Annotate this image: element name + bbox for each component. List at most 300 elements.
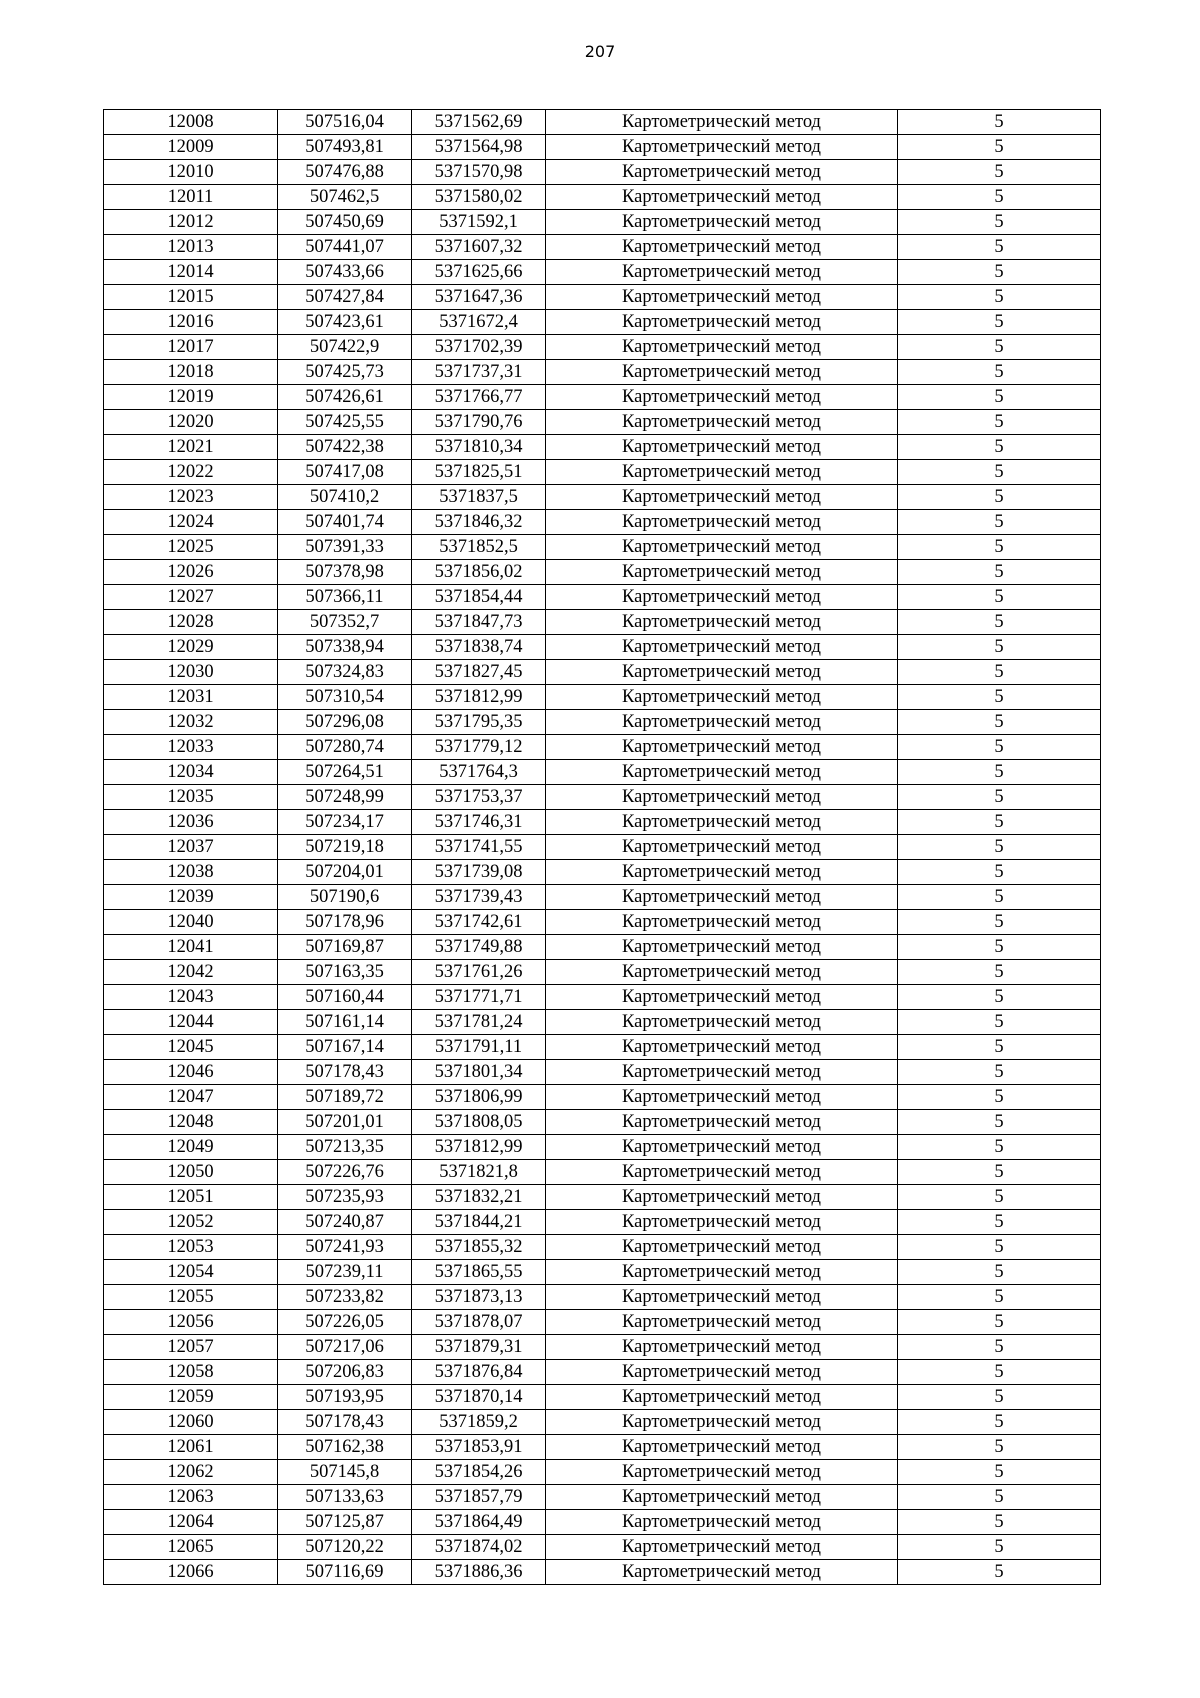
accuracy-cell: 5 <box>898 135 1101 160</box>
point-number-cell: 12059 <box>104 1385 278 1410</box>
point-number-cell: 12012 <box>104 210 278 235</box>
point-number-cell: 12027 <box>104 585 278 610</box>
y-coordinate-cell: 5371790,76 <box>412 410 546 435</box>
accuracy-cell: 5 <box>898 810 1101 835</box>
table-row <box>104 585 1101 610</box>
y-coordinate-cell: 5371737,31 <box>412 360 546 385</box>
table-row <box>104 210 1101 235</box>
accuracy-cell: 5 <box>898 235 1101 260</box>
y-coordinate-cell: 5371749,88 <box>412 935 546 960</box>
method-cell: Картометрический метод <box>546 1035 898 1060</box>
accuracy-cell: 5 <box>898 110 1101 135</box>
table-row <box>104 735 1101 760</box>
x-coordinate-cell: 507476,88 <box>278 160 412 185</box>
x-coordinate-cell: 507235,93 <box>278 1185 412 1210</box>
y-coordinate-cell: 5371846,32 <box>412 510 546 535</box>
y-coordinate-cell: 5371702,39 <box>412 335 546 360</box>
y-coordinate-cell: 5371825,51 <box>412 460 546 485</box>
table-row <box>104 1310 1101 1335</box>
x-coordinate-cell: 507422,38 <box>278 435 412 460</box>
method-cell: Картометрический метод <box>546 810 898 835</box>
y-coordinate-cell: 5371779,12 <box>412 735 546 760</box>
point-number-cell: 12036 <box>104 810 278 835</box>
accuracy-cell: 5 <box>898 660 1101 685</box>
method-cell: Картометрический метод <box>546 260 898 285</box>
x-coordinate-cell: 507206,83 <box>278 1360 412 1385</box>
accuracy-cell: 5 <box>898 1260 1101 1285</box>
accuracy-cell: 5 <box>898 585 1101 610</box>
x-coordinate-cell: 507352,7 <box>278 610 412 635</box>
accuracy-cell: 5 <box>898 1335 1101 1360</box>
method-cell: Картометрический метод <box>546 1435 898 1460</box>
table-row <box>104 435 1101 460</box>
y-coordinate-cell: 5371821,8 <box>412 1160 546 1185</box>
x-coordinate-cell: 507178,43 <box>278 1410 412 1435</box>
point-number-cell: 12008 <box>104 110 278 135</box>
point-number-cell: 12044 <box>104 1010 278 1035</box>
method-cell: Картометрический метод <box>546 960 898 985</box>
point-number-cell: 12052 <box>104 1210 278 1235</box>
table-row <box>104 1235 1101 1260</box>
method-cell: Картометрический метод <box>546 560 898 585</box>
table-row <box>104 860 1101 885</box>
y-coordinate-cell: 5371847,73 <box>412 610 546 635</box>
table-row <box>104 1010 1101 1035</box>
method-cell: Картометрический метод <box>546 710 898 735</box>
table-row <box>104 310 1101 335</box>
accuracy-cell: 5 <box>898 160 1101 185</box>
table-row <box>104 885 1101 910</box>
accuracy-cell: 5 <box>898 1510 1101 1535</box>
y-coordinate-cell: 5371832,21 <box>412 1185 546 1210</box>
accuracy-cell: 5 <box>898 610 1101 635</box>
method-cell: Картометрический метод <box>546 285 898 310</box>
method-cell: Картометрический метод <box>546 1185 898 1210</box>
accuracy-cell: 5 <box>898 460 1101 485</box>
x-coordinate-cell: 507391,33 <box>278 535 412 560</box>
table-row <box>104 935 1101 960</box>
x-coordinate-cell: 507324,83 <box>278 660 412 685</box>
point-number-cell: 12063 <box>104 1485 278 1510</box>
table-row <box>104 1110 1101 1135</box>
method-cell: Картометрический метод <box>546 335 898 360</box>
y-coordinate-cell: 5371647,36 <box>412 285 546 310</box>
y-coordinate-cell: 5371852,5 <box>412 535 546 560</box>
point-number-cell: 12053 <box>104 1235 278 1260</box>
point-number-cell: 12011 <box>104 185 278 210</box>
accuracy-cell: 5 <box>898 685 1101 710</box>
method-cell: Картометрический метод <box>546 160 898 185</box>
table-row <box>104 985 1101 1010</box>
point-number-cell: 12021 <box>104 435 278 460</box>
y-coordinate-cell: 5371781,24 <box>412 1010 546 1035</box>
table-row <box>104 135 1101 160</box>
table-row <box>104 1210 1101 1235</box>
x-coordinate-cell: 507167,14 <box>278 1035 412 1060</box>
accuracy-cell: 5 <box>898 760 1101 785</box>
table-row <box>104 1460 1101 1485</box>
x-coordinate-cell: 507423,61 <box>278 310 412 335</box>
point-number-cell: 12066 <box>104 1560 278 1585</box>
method-cell: Картометрический метод <box>546 935 898 960</box>
table-row <box>104 160 1101 185</box>
y-coordinate-cell: 5371562,69 <box>412 110 546 135</box>
accuracy-cell: 5 <box>898 1560 1101 1585</box>
accuracy-cell: 5 <box>898 860 1101 885</box>
table-row <box>104 760 1101 785</box>
table-row <box>104 1485 1101 1510</box>
x-coordinate-cell: 507160,44 <box>278 985 412 1010</box>
table-row <box>104 710 1101 735</box>
table-row <box>104 1260 1101 1285</box>
x-coordinate-cell: 507310,54 <box>278 685 412 710</box>
y-coordinate-cell: 5371870,14 <box>412 1385 546 1410</box>
method-cell: Картометрический метод <box>546 910 898 935</box>
method-cell: Картометрический метод <box>546 510 898 535</box>
x-coordinate-cell: 507125,87 <box>278 1510 412 1535</box>
y-coordinate-cell: 5371855,32 <box>412 1235 546 1260</box>
x-coordinate-cell: 507241,93 <box>278 1235 412 1260</box>
table-row <box>104 635 1101 660</box>
method-cell: Картометрический метод <box>546 1260 898 1285</box>
table-row <box>104 1385 1101 1410</box>
x-coordinate-cell: 507280,74 <box>278 735 412 760</box>
point-number-cell: 12065 <box>104 1535 278 1560</box>
accuracy-cell: 5 <box>898 360 1101 385</box>
table-row <box>104 1035 1101 1060</box>
y-coordinate-cell: 5371879,31 <box>412 1335 546 1360</box>
x-coordinate-cell: 507264,51 <box>278 760 412 785</box>
x-coordinate-cell: 507213,35 <box>278 1135 412 1160</box>
method-cell: Картометрический метод <box>546 1235 898 1260</box>
x-coordinate-cell: 507450,69 <box>278 210 412 235</box>
method-cell: Картометрический метод <box>546 1460 898 1485</box>
accuracy-cell: 5 <box>898 885 1101 910</box>
method-cell: Картометрический метод <box>546 635 898 660</box>
x-coordinate-cell: 507296,08 <box>278 710 412 735</box>
point-number-cell: 12025 <box>104 535 278 560</box>
point-number-cell: 12058 <box>104 1360 278 1385</box>
y-coordinate-cell: 5371876,84 <box>412 1360 546 1385</box>
point-number-cell: 12039 <box>104 885 278 910</box>
point-number-cell: 12014 <box>104 260 278 285</box>
point-number-cell: 12055 <box>104 1285 278 1310</box>
x-coordinate-cell: 507116,69 <box>278 1560 412 1585</box>
table-row <box>104 110 1101 135</box>
method-cell: Картометрический метод <box>546 985 898 1010</box>
point-number-cell: 12024 <box>104 510 278 535</box>
x-coordinate-cell: 507462,5 <box>278 185 412 210</box>
method-cell: Картометрический метод <box>546 185 898 210</box>
y-coordinate-cell: 5371746,31 <box>412 810 546 835</box>
accuracy-cell: 5 <box>898 310 1101 335</box>
x-coordinate-cell: 507493,81 <box>278 135 412 160</box>
method-cell: Картометрический метод <box>546 460 898 485</box>
point-number-cell: 12056 <box>104 1310 278 1335</box>
table-row <box>104 610 1101 635</box>
x-coordinate-cell: 507338,94 <box>278 635 412 660</box>
method-cell: Картометрический метод <box>546 1010 898 1035</box>
x-coordinate-cell: 507410,2 <box>278 485 412 510</box>
x-coordinate-cell: 507248,99 <box>278 785 412 810</box>
accuracy-cell: 5 <box>898 1485 1101 1510</box>
accuracy-cell: 5 <box>898 285 1101 310</box>
y-coordinate-cell: 5371625,66 <box>412 260 546 285</box>
table-row <box>104 810 1101 835</box>
table-row <box>104 385 1101 410</box>
y-coordinate-cell: 5371592,1 <box>412 210 546 235</box>
point-number-cell: 12010 <box>104 160 278 185</box>
method-cell: Картометрический метод <box>546 860 898 885</box>
accuracy-cell: 5 <box>898 1210 1101 1235</box>
y-coordinate-cell: 5371812,99 <box>412 685 546 710</box>
point-number-cell: 12050 <box>104 1160 278 1185</box>
table-row <box>104 660 1101 685</box>
point-number-cell: 12020 <box>104 410 278 435</box>
x-coordinate-cell: 507193,95 <box>278 1385 412 1410</box>
x-coordinate-cell: 507217,06 <box>278 1335 412 1360</box>
table-row <box>104 910 1101 935</box>
method-cell: Картометрический метод <box>546 1560 898 1585</box>
table-row <box>104 560 1101 585</box>
table-row <box>104 1160 1101 1185</box>
y-coordinate-cell: 5371854,26 <box>412 1460 546 1485</box>
method-cell: Картометрический метод <box>546 1410 898 1435</box>
x-coordinate-cell: 507204,01 <box>278 860 412 885</box>
table-row <box>104 960 1101 985</box>
y-coordinate-cell: 5371766,77 <box>412 385 546 410</box>
method-cell: Картометрический метод <box>546 585 898 610</box>
x-coordinate-cell: 507145,8 <box>278 1460 412 1485</box>
x-coordinate-cell: 507226,76 <box>278 1160 412 1185</box>
method-cell: Картометрический метод <box>546 1135 898 1160</box>
method-cell: Картометрический метод <box>546 360 898 385</box>
x-coordinate-cell: 507201,01 <box>278 1110 412 1135</box>
point-number-cell: 12051 <box>104 1185 278 1210</box>
y-coordinate-cell: 5371844,21 <box>412 1210 546 1235</box>
x-coordinate-cell: 507417,08 <box>278 460 412 485</box>
accuracy-cell: 5 <box>898 1035 1101 1060</box>
method-cell: Картометрический метод <box>546 435 898 460</box>
y-coordinate-cell: 5371764,3 <box>412 760 546 785</box>
x-coordinate-cell: 507226,05 <box>278 1310 412 1335</box>
point-number-cell: 12013 <box>104 235 278 260</box>
accuracy-cell: 5 <box>898 560 1101 585</box>
y-coordinate-cell: 5371753,37 <box>412 785 546 810</box>
accuracy-cell: 5 <box>898 1085 1101 1110</box>
method-cell: Картометрический метод <box>546 885 898 910</box>
point-number-cell: 12028 <box>104 610 278 635</box>
x-coordinate-cell: 507427,84 <box>278 285 412 310</box>
y-coordinate-cell: 5371801,34 <box>412 1060 546 1085</box>
y-coordinate-cell: 5371864,49 <box>412 1510 546 1535</box>
y-coordinate-cell: 5371873,13 <box>412 1285 546 1310</box>
method-cell: Картометрический метод <box>546 235 898 260</box>
accuracy-cell: 5 <box>898 1160 1101 1185</box>
x-coordinate-cell: 507378,98 <box>278 560 412 585</box>
table-row <box>104 1085 1101 1110</box>
x-coordinate-cell: 507133,63 <box>278 1485 412 1510</box>
accuracy-cell: 5 <box>898 1235 1101 1260</box>
point-number-cell: 12038 <box>104 860 278 885</box>
x-coordinate-cell: 507178,43 <box>278 1060 412 1085</box>
table-row <box>104 410 1101 435</box>
accuracy-cell: 5 <box>898 1310 1101 1335</box>
accuracy-cell: 5 <box>898 835 1101 860</box>
x-coordinate-cell: 507425,73 <box>278 360 412 385</box>
point-number-cell: 12015 <box>104 285 278 310</box>
point-number-cell: 12009 <box>104 135 278 160</box>
method-cell: Картометрический метод <box>546 760 898 785</box>
table-row <box>104 685 1101 710</box>
method-cell: Картометрический метод <box>546 1060 898 1085</box>
table-row <box>104 1060 1101 1085</box>
accuracy-cell: 5 <box>898 260 1101 285</box>
y-coordinate-cell: 5371570,98 <box>412 160 546 185</box>
y-coordinate-cell: 5371739,08 <box>412 860 546 885</box>
method-cell: Картометрический метод <box>546 135 898 160</box>
y-coordinate-cell: 5371761,26 <box>412 960 546 985</box>
x-coordinate-cell: 507234,17 <box>278 810 412 835</box>
table-row <box>104 1410 1101 1435</box>
method-cell: Картометрический метод <box>546 1485 898 1510</box>
point-number-cell: 12023 <box>104 485 278 510</box>
method-cell: Картометрический метод <box>546 1360 898 1385</box>
point-number-cell: 12030 <box>104 660 278 685</box>
method-cell: Картометрический метод <box>546 1510 898 1535</box>
accuracy-cell: 5 <box>898 485 1101 510</box>
table-row <box>104 785 1101 810</box>
point-number-cell: 12041 <box>104 935 278 960</box>
y-coordinate-cell: 5371865,55 <box>412 1260 546 1285</box>
x-coordinate-cell: 507162,38 <box>278 1435 412 1460</box>
accuracy-cell: 5 <box>898 785 1101 810</box>
table-row <box>104 185 1101 210</box>
accuracy-cell: 5 <box>898 635 1101 660</box>
table-row <box>104 1360 1101 1385</box>
point-number-cell: 12040 <box>104 910 278 935</box>
method-cell: Картометрический метод <box>546 410 898 435</box>
table-row <box>104 1435 1101 1460</box>
coordinates-table <box>103 109 1101 1585</box>
method-cell: Картометрический метод <box>546 835 898 860</box>
point-number-cell: 12016 <box>104 310 278 335</box>
table-row <box>104 1185 1101 1210</box>
y-coordinate-cell: 5371857,79 <box>412 1485 546 1510</box>
point-number-cell: 12064 <box>104 1510 278 1535</box>
x-coordinate-cell: 507169,87 <box>278 935 412 960</box>
accuracy-cell: 5 <box>898 510 1101 535</box>
x-coordinate-cell: 507161,14 <box>278 1010 412 1035</box>
point-number-cell: 12046 <box>104 1060 278 1085</box>
accuracy-cell: 5 <box>898 1360 1101 1385</box>
x-coordinate-cell: 507516,04 <box>278 110 412 135</box>
method-cell: Картометрический метод <box>546 610 898 635</box>
y-coordinate-cell: 5371795,35 <box>412 710 546 735</box>
y-coordinate-cell: 5371742,61 <box>412 910 546 935</box>
accuracy-cell: 5 <box>898 210 1101 235</box>
point-number-cell: 12045 <box>104 1035 278 1060</box>
accuracy-cell: 5 <box>898 1410 1101 1435</box>
method-cell: Картометрический метод <box>546 1385 898 1410</box>
table-row <box>104 335 1101 360</box>
coordinates-table-body <box>104 110 1101 1585</box>
point-number-cell: 12026 <box>104 560 278 585</box>
y-coordinate-cell: 5371806,99 <box>412 1085 546 1110</box>
y-coordinate-cell: 5371739,43 <box>412 885 546 910</box>
method-cell: Картометрический метод <box>546 735 898 760</box>
x-coordinate-cell: 507178,96 <box>278 910 412 935</box>
table-row <box>104 260 1101 285</box>
method-cell: Картометрический метод <box>546 1335 898 1360</box>
table-row <box>104 510 1101 535</box>
y-coordinate-cell: 5371859,2 <box>412 1410 546 1435</box>
method-cell: Картометрический метод <box>546 1210 898 1235</box>
method-cell: Картометрический метод <box>546 385 898 410</box>
point-number-cell: 12061 <box>104 1435 278 1460</box>
point-number-cell: 12033 <box>104 735 278 760</box>
y-coordinate-cell: 5371607,32 <box>412 235 546 260</box>
accuracy-cell: 5 <box>898 535 1101 560</box>
method-cell: Картометрический метод <box>546 1110 898 1135</box>
method-cell: Картометрический метод <box>546 1160 898 1185</box>
y-coordinate-cell: 5371580,02 <box>412 185 546 210</box>
point-number-cell: 12060 <box>104 1410 278 1435</box>
point-number-cell: 12019 <box>104 385 278 410</box>
accuracy-cell: 5 <box>898 960 1101 985</box>
y-coordinate-cell: 5371771,71 <box>412 985 546 1010</box>
page-number: 207 <box>584 42 616 61</box>
method-cell: Картометрический метод <box>546 210 898 235</box>
method-cell: Картометрический метод <box>546 1285 898 1310</box>
x-coordinate-cell: 507401,74 <box>278 510 412 535</box>
method-cell: Картометрический метод <box>546 535 898 560</box>
x-coordinate-cell: 507240,87 <box>278 1210 412 1235</box>
y-coordinate-cell: 5371854,44 <box>412 585 546 610</box>
table-row <box>104 835 1101 860</box>
point-number-cell: 12018 <box>104 360 278 385</box>
y-coordinate-cell: 5371827,45 <box>412 660 546 685</box>
table-row <box>104 235 1101 260</box>
accuracy-cell: 5 <box>898 1435 1101 1460</box>
x-coordinate-cell: 507189,72 <box>278 1085 412 1110</box>
x-coordinate-cell: 507190,6 <box>278 885 412 910</box>
y-coordinate-cell: 5371791,11 <box>412 1035 546 1060</box>
accuracy-cell: 5 <box>898 1535 1101 1560</box>
accuracy-cell: 5 <box>898 1135 1101 1160</box>
accuracy-cell: 5 <box>898 335 1101 360</box>
accuracy-cell: 5 <box>898 985 1101 1010</box>
x-coordinate-cell: 507433,66 <box>278 260 412 285</box>
accuracy-cell: 5 <box>898 1385 1101 1410</box>
method-cell: Картометрический метод <box>546 685 898 710</box>
y-coordinate-cell: 5371853,91 <box>412 1435 546 1460</box>
y-coordinate-cell: 5371808,05 <box>412 1110 546 1135</box>
table-row <box>104 460 1101 485</box>
point-number-cell: 12043 <box>104 985 278 1010</box>
x-coordinate-cell: 507425,55 <box>278 410 412 435</box>
method-cell: Картометрический метод <box>546 1310 898 1335</box>
table-row <box>104 1135 1101 1160</box>
table-row <box>104 1285 1101 1310</box>
x-coordinate-cell: 507366,11 <box>278 585 412 610</box>
point-number-cell: 12048 <box>104 1110 278 1135</box>
table-row <box>104 1335 1101 1360</box>
accuracy-cell: 5 <box>898 1460 1101 1485</box>
method-cell: Картометрический метод <box>546 110 898 135</box>
y-coordinate-cell: 5371878,07 <box>412 1310 546 1335</box>
accuracy-cell: 5 <box>898 185 1101 210</box>
